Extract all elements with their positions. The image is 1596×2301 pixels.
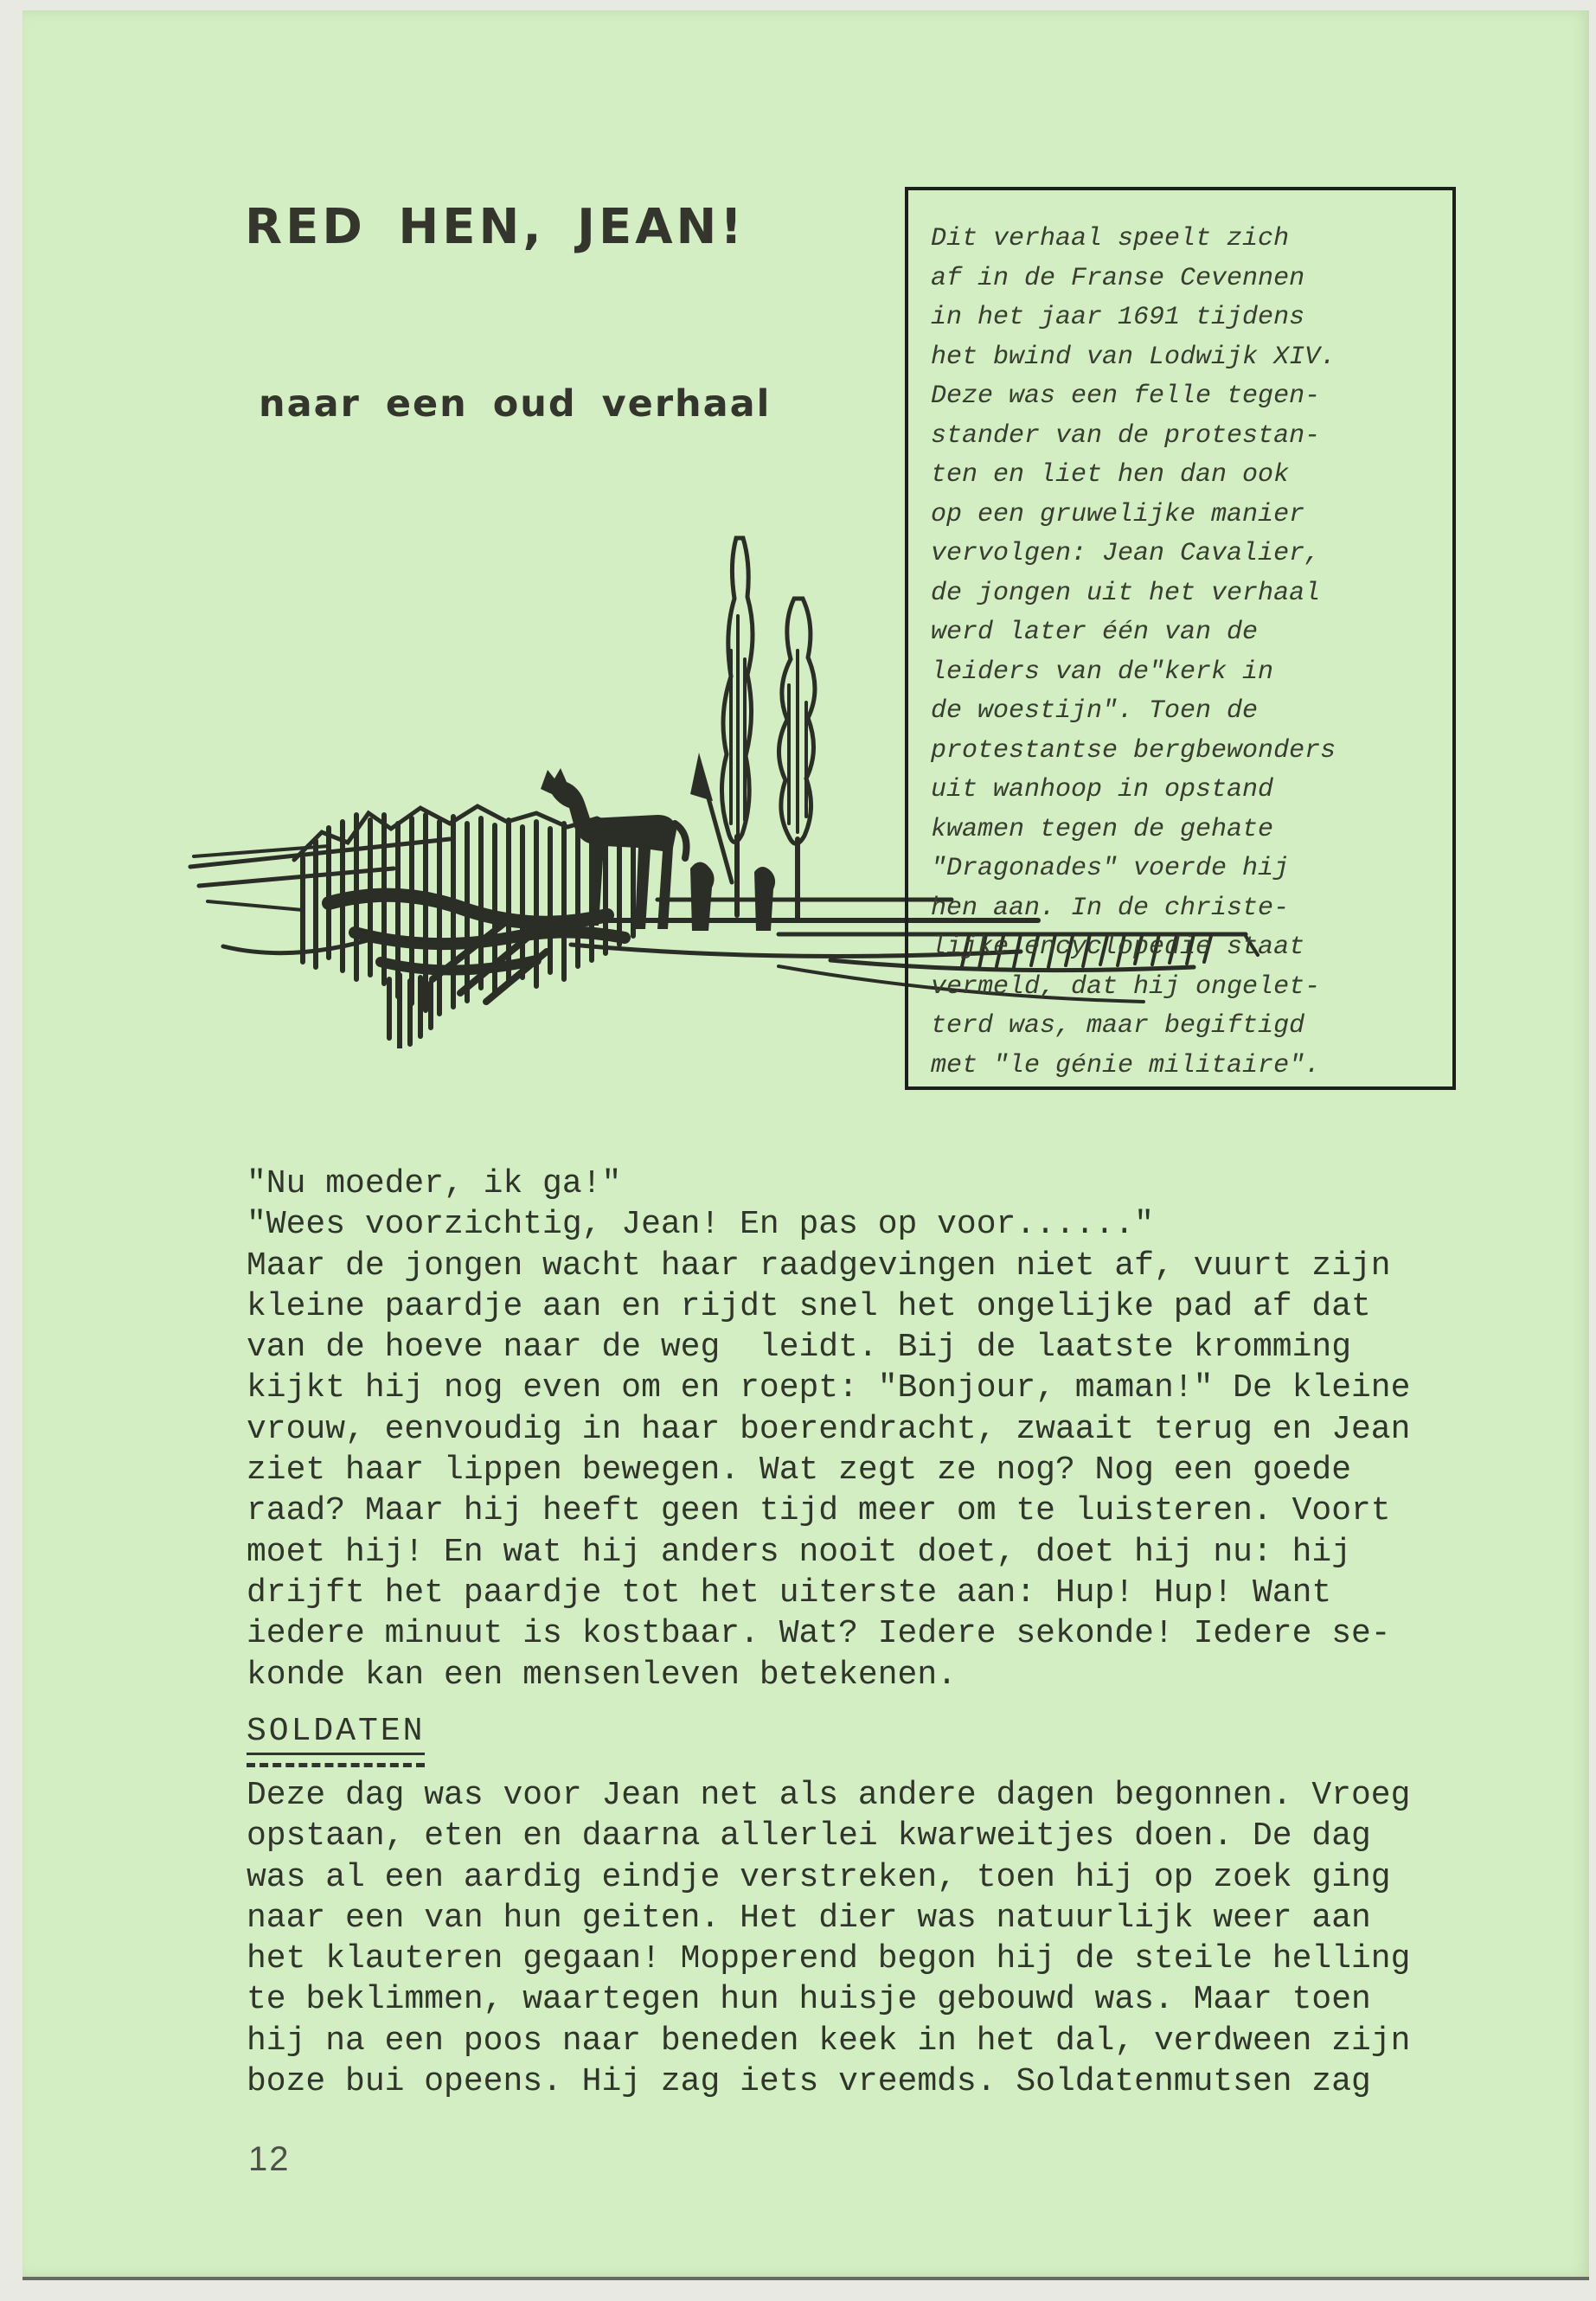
intro-line: kwamen tegen de gehate (931, 814, 1274, 844)
intro-line: werd later één van de (931, 618, 1259, 647)
story-line: "Nu moeder, ik ga!" (247, 1165, 622, 1202)
story-intro-box (905, 187, 1456, 1090)
story-line: ziet haar lippen bewegen. Wat zegt ze nog? Nog een goede (247, 1452, 1352, 1490)
intro-line: vervolgen: Jean Cavalier, (931, 539, 1321, 568)
story-line: opstaan, eten en daarna allerlei kwarweitjes doen. De dag (247, 1817, 1371, 1856)
intro-line: met "le génie militaire". (931, 1050, 1321, 1080)
story-line: van de hoeve naar de weg leidt. Bij de laatste kromming (247, 1329, 1352, 1367)
story-paragraph-2 (247, 1775, 1410, 2102)
intro-line: lijke encyclopedie staat (931, 933, 1305, 962)
intro-line: ten en liet hen dan ook (931, 460, 1290, 490)
story-line: kijkt hij nog even om en roept: "Bonjour, maman!" De kleine (247, 1369, 1411, 1407)
story-line: naar een van hun geiten. Het dier was natuurlijk weer aan (247, 1899, 1371, 1937)
intro-line: op een gruwelijke manier (931, 499, 1305, 529)
book-page (22, 10, 1589, 2280)
story-line: moet hij! En wat hij anders nooit doet, doet hij nu: hij (247, 1533, 1352, 1571)
section-heading-wrap (247, 1711, 425, 1767)
story-line: Deze dag was voor Jean net als andere dagen begonnen. Vroeg (247, 1777, 1411, 1814)
intro-line: Deze was een felle tegen- (931, 381, 1321, 411)
intro-line: het bwind van Lodwijk XIV. (931, 342, 1336, 372)
page-title: RED HEN, JEAN! (245, 199, 746, 255)
intro-line: leiders van de"kerk in (931, 657, 1274, 687)
story-line: hij na een poos naar beneden keek in het dal, verdween zijn (247, 2022, 1411, 2060)
story-line: vrouw, eenvoudig in haar boerendracht, zwaait terug en Jean (247, 1410, 1411, 1448)
intro-line: de woestijn". Toen de (931, 696, 1259, 726)
intro-line: uit wanhoop in opstand (931, 775, 1274, 804)
intro-line: Dit verhaal speelt zich (931, 224, 1290, 253)
story-line: raad? Maar hij heeft geen tijd meer om te luisteren. Voort (247, 1492, 1391, 1530)
section-heading-dashed-underline (247, 1711, 425, 1767)
story-line: boze bui opeens. Hij zag iets vreemds. Soldatenmutsen zag (247, 2063, 1371, 2101)
page-subtitle: naar een oud verhaal (259, 382, 772, 426)
story-line: te beklimmen, waartegen hun huisje gebouwd was. Maar toen (247, 1981, 1371, 2019)
intro-line: in het jaar 1691 tijdens (931, 303, 1305, 332)
story-line: konde kan een mensenleven betekenen. (247, 1656, 957, 1694)
intro-line: protestantse bergbewonders (931, 735, 1336, 766)
intro-line: vermeld, dat hij ongelet- (931, 971, 1321, 1002)
story-line: Maar de jongen wacht haar raadgevingen niet af, vuurt zijn (247, 1247, 1391, 1285)
story-line: drijft het paardje tot het uiterste aan: Hup! Hup! Want (247, 1574, 1332, 1612)
intro-line: terd was, maar begiftigd (931, 1011, 1305, 1041)
intro-line: hen aan. In de christe- (931, 893, 1290, 923)
story-line: het klauteren gegaan! Mopperend begon hij de steile helling (247, 1940, 1411, 1978)
intro-line: stander van de protestan- (931, 420, 1321, 451)
story-line: was al een aardig eindje verstreken, toen hij op zoek ging (247, 1858, 1391, 1896)
intro-line: af in de Franse Cevennen (931, 263, 1305, 293)
section-heading: SOLDATEN (247, 1711, 425, 1755)
page-number: 12 (248, 2140, 291, 2178)
intro-line: "Dragonades" voerde hij (931, 854, 1290, 883)
story-line: "Wees voorzichtig, Jean! En pas op voor......" (247, 1206, 1154, 1244)
story-line: kleine paardje aan en rijdt snel het ongelijke pad af dat (247, 1287, 1371, 1325)
story-paragraph-1 (247, 1163, 1410, 1695)
story-line: iedere minuut is kostbaar. Wat? Iedere sekonde! Iedere se- (247, 1615, 1391, 1653)
intro-line: de jongen uit het verhaal (931, 578, 1321, 608)
